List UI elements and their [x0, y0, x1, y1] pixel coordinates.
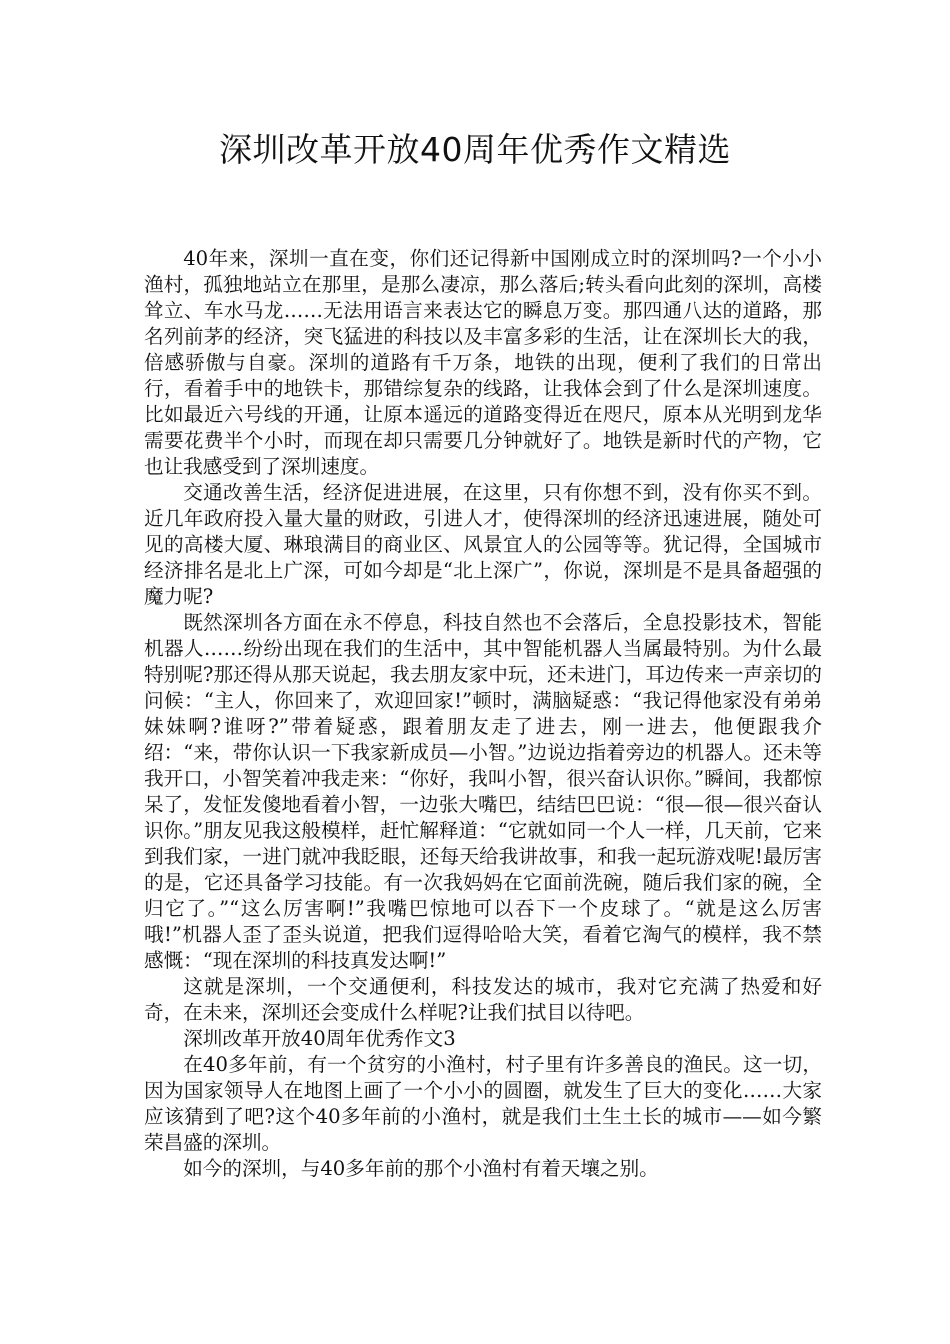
paragraph: 如今的深圳，与40多年前的那个小渔村有着天壤之别。	[183, 1157, 659, 1180]
paragraph: 在40多年前，有一个贫穷的小渔村，村子里有许多善良的渔民。这一切，因为国家领导人在地图上画了一个小小的圆圈，就发生了巨大的变化……大家应该猜到了吧?这个40多年前的小渔村，就是我们土生土长的城市——如今繁荣昌盛的深圳。	[144, 1053, 822, 1154]
paragraph: 交通改善生活，经济促进进展，在这里，只有你想不到，没有你买不到。近几年政府投入量大量的财政，引进人才，使得深圳的经济迅速进展，随处可见的高楼大厦、琳琅满目的商业区、风景宜人的公园等等。犹记得，全国城市经济排名是北上广深，可如今却是“北上深广”，你说，深圳是不是具备超强的魔力呢?	[144, 481, 822, 608]
paragraph: 40年来，深圳一直在变，你们还记得新中国刚成立时的深圳吗?一个小小渔村，孤独地站立在那里，是那么凄凉，那么落后;转头看向此刻的深圳，高楼耸立、车水马龙……无法用语言来表达它的瞬息万变。那四通八达的道路，那名列前茅的经济，突飞猛进的科技以及丰富多彩的生活，让在深圳长大的我，倍感骄傲与自豪。深圳的道路有千万条，地铁的出现，便利了我们的日常出行，看着手中的地铁卡，那错综复杂的线路，让我体会到了什么是深圳速度。比如最近六号线的开通，让原本遥远的道路变得近在咫尺，原本从光明到龙华需要花费半个小时，而现在却只需要几分钟就好了。地铁是新时代的产物，它也让我感受到了深圳速度。	[144, 247, 822, 478]
document-title: 深圳改革开放40周年优秀作文精选	[219, 130, 731, 169]
paragraph: 既然深圳各方面在永不停息，科技自然也不会落后，全息投影技术，智能机器人……纷纷出现在我们的生活中，其中智能机器人当属最特别。为什么最特别呢?那还得从那天说起，我去朋友家中玩，还未进门，耳边传来一声亲切的问候：“主人，你回来了，欢迎回家!”顿时，满脑疑惑：“我记得他家没有弟弟妹妹啊?谁呀?”带着疑惑，跟着朋友走了进去，刚一进去，他便跟我介绍：“来，带你认识一下我家新成员—小智。”边说边指着旁边的机器人。还未等我开口，小智笑着冲我走来：“你好，我叫小智，很兴奋认识你。”瞬间，我都惊呆了，发怔发傻地看着小智，一边张大嘴巴，结结巴巴说：“很—很—很兴奋认识你。”朋友见我这般模样，赶忙解释道：“它就如同一个人一样，几天前，它来到我们家，一进门就冲我眨眼，还每天给我讲故事，和我一起玩游戏呢!最厉害的是，它还具备学习技能。有一次我妈妈在它面前洗碗，随后我们家的碗，全归它了。”“这么厉害啊!”我嘴巴惊地可以吞下一个皮球了。“就是这么厉害哦!”机器人歪了歪头说道，把我们逗得哈哈大笑，看着它淘气的模样，我不禁感慨：“现在深圳的科技真发达啊!”	[144, 611, 822, 972]
paragraph: 这就是深圳，一个交通便利，科技发达的城市，我对它充满了热爱和好奇，在未来，深圳还会变成什么样呢?让我们拭目以待吧。	[144, 975, 822, 1024]
document-body	[144, 246, 822, 1182]
section-heading: 深圳改革开放40周年优秀作文3	[183, 1027, 456, 1050]
